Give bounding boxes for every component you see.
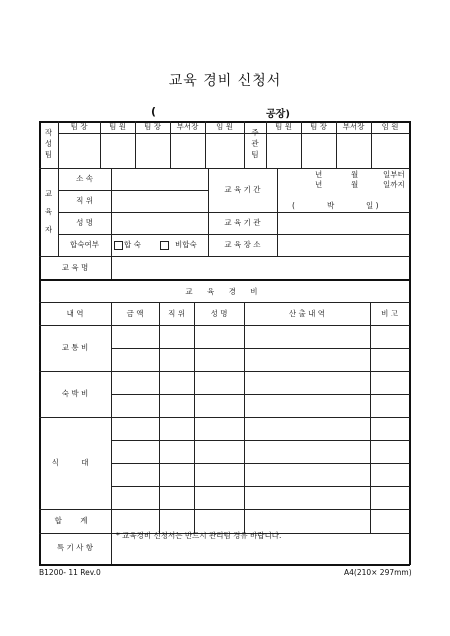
meal-label: 식 대	[51, 458, 99, 467]
days-label: 일 )	[366, 201, 379, 210]
manager-role: 임 원	[381, 122, 399, 131]
trainee-label-2: 육	[44, 207, 53, 216]
factory-close: 공장)	[266, 109, 290, 120]
nights-label: 박	[327, 201, 335, 210]
frame-right	[409, 121, 411, 565]
nights-open: (	[292, 201, 295, 210]
period-from: 일부터	[383, 170, 405, 179]
name-label: 성 명	[76, 218, 93, 227]
author-role: 팀 장	[144, 122, 161, 131]
position-label: 직 위	[76, 196, 93, 205]
paper-size: A4(210× 297mm)	[344, 568, 412, 577]
trainee-bottom-line	[39, 256, 410, 257]
period-to-year: 년	[315, 180, 323, 189]
course-name-vline	[111, 256, 112, 279]
frame-left	[39, 121, 41, 565]
manager-role: 팀 장	[310, 122, 327, 131]
header-calc: 산 출 내 역	[288, 309, 326, 318]
period-to: 일까지	[383, 180, 405, 189]
author-role: 임 원	[216, 122, 233, 131]
page-title: 교육 경비 신청서	[168, 73, 282, 89]
transport-label: 교 통 비	[61, 343, 89, 352]
expense-subrow-line	[111, 348, 410, 349]
author-label-3: 팀	[44, 150, 53, 159]
manager-label-2: 관	[251, 139, 259, 148]
trainee-row-line	[58, 212, 410, 213]
header-amount: 금 액	[126, 309, 144, 318]
trainee-row-line	[58, 234, 410, 235]
header-position: 직 위	[168, 309, 185, 318]
header-note: 비 고	[381, 309, 398, 318]
author-role: 팀 원	[109, 122, 126, 131]
lodging-cost-label: 숙 박 비	[61, 389, 89, 398]
expense-section-title: 교 육 경 비	[185, 287, 264, 296]
approval-bottom-line	[39, 168, 410, 169]
trainee-label-3: 자	[44, 225, 53, 234]
lodging-label: 합숙여부	[70, 240, 99, 249]
author-role: 팀 장	[70, 122, 88, 131]
remarks-vline	[111, 533, 112, 564]
author-label-2: 성	[44, 139, 53, 148]
lodging-no-label: 비합숙	[175, 240, 197, 249]
expense-subrow-line	[111, 463, 410, 464]
expense-subrow-line	[111, 486, 410, 487]
expense-row-line	[39, 417, 410, 418]
trainee-row-line	[58, 190, 208, 191]
period-to-month: 월	[351, 180, 359, 189]
remarks-note: * 교육경비 신청서는 반드시 관리팀 경유 바랍니다.	[116, 531, 282, 540]
expense-header-bottom	[39, 325, 410, 326]
lodging-yes-checkbox[interactable]	[114, 241, 123, 250]
period-from-year: 년	[315, 170, 323, 179]
lodging-no-checkbox[interactable]	[160, 241, 169, 250]
expense-row-line	[39, 371, 410, 372]
expense-subrow-line	[111, 440, 410, 441]
header-name: 성 명	[210, 309, 228, 318]
manager-label-3: 팀	[251, 150, 259, 159]
approval-header-line	[58, 133, 410, 134]
dept-label: 소 속	[76, 174, 93, 183]
header-item: 내 역	[66, 309, 84, 318]
form-code: B1200- 11 Rev.0	[39, 568, 101, 577]
course-name-label: 교 육 명	[61, 263, 89, 272]
agency-label: 교 육 기 관	[224, 218, 261, 227]
frame-bottom	[39, 564, 410, 566]
place-label: 교 육 장 소	[224, 240, 261, 249]
period-label: 교 육 기 간	[224, 185, 261, 194]
course-name-bottom	[39, 279, 410, 281]
author-role: 부서장	[176, 122, 199, 131]
total-label: 합 계	[54, 516, 96, 525]
factory-open: (	[151, 105, 157, 118]
manager-role: 팀 원	[275, 122, 292, 131]
expense-title-line	[39, 302, 410, 303]
remarks-label: 특 기 사 항	[56, 543, 94, 552]
trainee-label-1: 교	[44, 189, 53, 198]
author-label-1: 작	[44, 128, 53, 137]
lodging-yes-label: 합 숙	[124, 240, 141, 249]
expense-row-line	[39, 509, 410, 510]
period-from-month: 월	[351, 170, 359, 179]
manager-label-1: 주	[251, 128, 259, 137]
expense-subrow-line	[111, 394, 410, 395]
manager-role: 부서장	[342, 122, 365, 131]
